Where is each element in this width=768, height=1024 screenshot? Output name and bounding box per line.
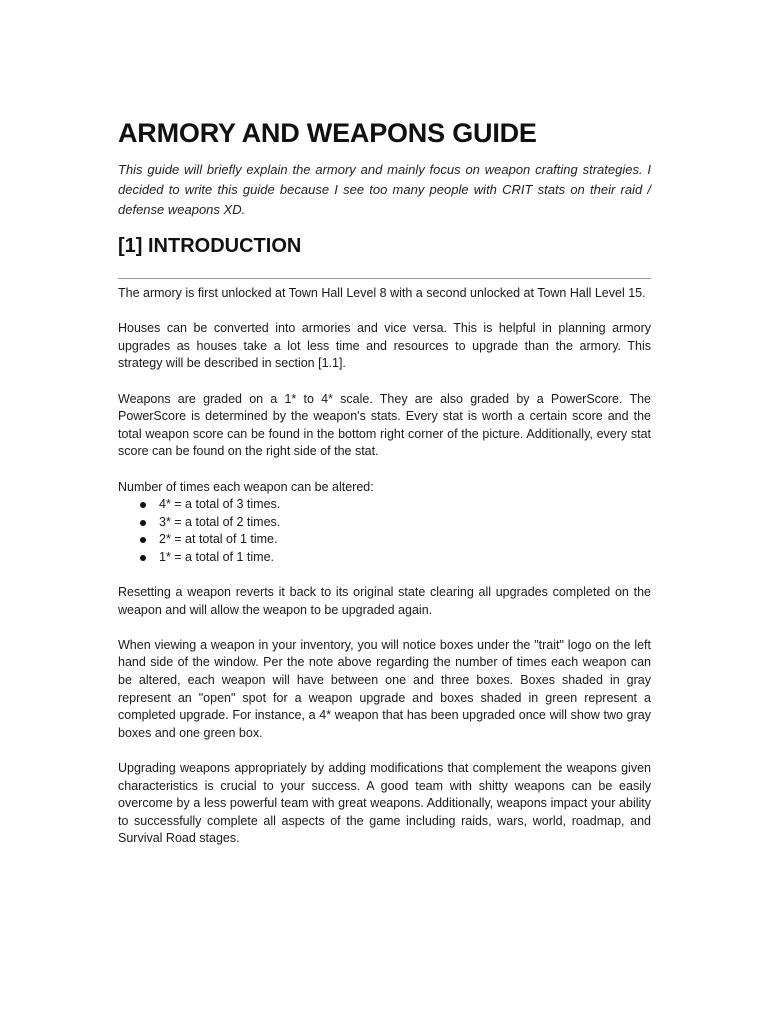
list-item-text: 4* = a total of 3 times. xyxy=(159,497,281,512)
list-item xyxy=(118,496,651,514)
document-title: ARMORY AND WEAPONS GUIDE xyxy=(118,118,537,148)
section-body xyxy=(118,285,651,866)
list-intro: Number of times each weapon can be altered: xyxy=(118,479,374,494)
paragraph-armory-unlock: The armory is first unlocked at Town Hall Level 8 with a second unlocked at Town Hall Level 15. xyxy=(118,286,646,300)
bullet-icon xyxy=(140,502,146,508)
alteration-list xyxy=(118,496,651,566)
guide-intro: This guide will briefly explain the armory and mainly focus on weapon crafting strategies. I decided to write this guide because I see too many people with CRIT stats on their raid / defense weapons XD. xyxy=(118,162,651,217)
list-item-text: 2* = at total of 1 time. xyxy=(159,532,278,547)
paragraph-upgrading: Upgrading weapons appropriately by adding modifications that complement the weapons given characteristics is crucial to your success. A good team with shitty weapons can be easily overcome by a less powerful team with great weapons. Additionally, weapons impact your ability to successfully complete all aspects of the game including raids, wars, world, roadmap, and Survival Road stages. xyxy=(118,761,651,846)
bullet-icon xyxy=(140,555,146,561)
list-item xyxy=(118,549,651,567)
bullet-icon xyxy=(140,537,146,543)
list-item-text: 1* = a total of 1 time. xyxy=(159,549,274,564)
paragraph-inventory-boxes: When viewing a weapon in your inventory, you will notice boxes under the "trait" logo on the left hand side of the window. Per the note above regarding the number of times each weapon can be altered, each weapon will have between one and three boxes. Boxes shaded in gray represent an "open" spot for a weapon upgrade and boxes shaded in green represent a completed upgrade. For instance, a 4* weapon that has been upgraded once will show two gray boxes and one green box. xyxy=(118,637,651,740)
paragraph-resetting: Resetting a weapon reverts it back to its original state clearing all upgrades completed on the weapon and will allow the weapon to be upgraded again. xyxy=(118,585,651,617)
section-heading: [1] INTRODUCTION xyxy=(118,235,302,257)
list-item xyxy=(118,514,651,532)
section-divider xyxy=(118,278,651,279)
bullet-icon xyxy=(140,520,146,526)
list-item-text: 3* = a total of 2 times. xyxy=(159,514,281,529)
list-item xyxy=(118,531,651,549)
paragraph-houses: Houses can be converted into armories and vice versa. This is helpful in planning armory upgrades as houses take a lot less time and resources to upgrade than the armory. This strategy will be described in section [1.1]. xyxy=(118,321,651,371)
paragraph-grading: Weapons are graded on a 1* to 4* scale. They are also graded by a PowerScore. The PowerScore is determined by the weapon's stats. Every stat is worth a certain score and the total weapon score can be found in the bottom right corner of the picture. Additionally, every stat score can be found on the right side of the stat. xyxy=(118,391,651,459)
